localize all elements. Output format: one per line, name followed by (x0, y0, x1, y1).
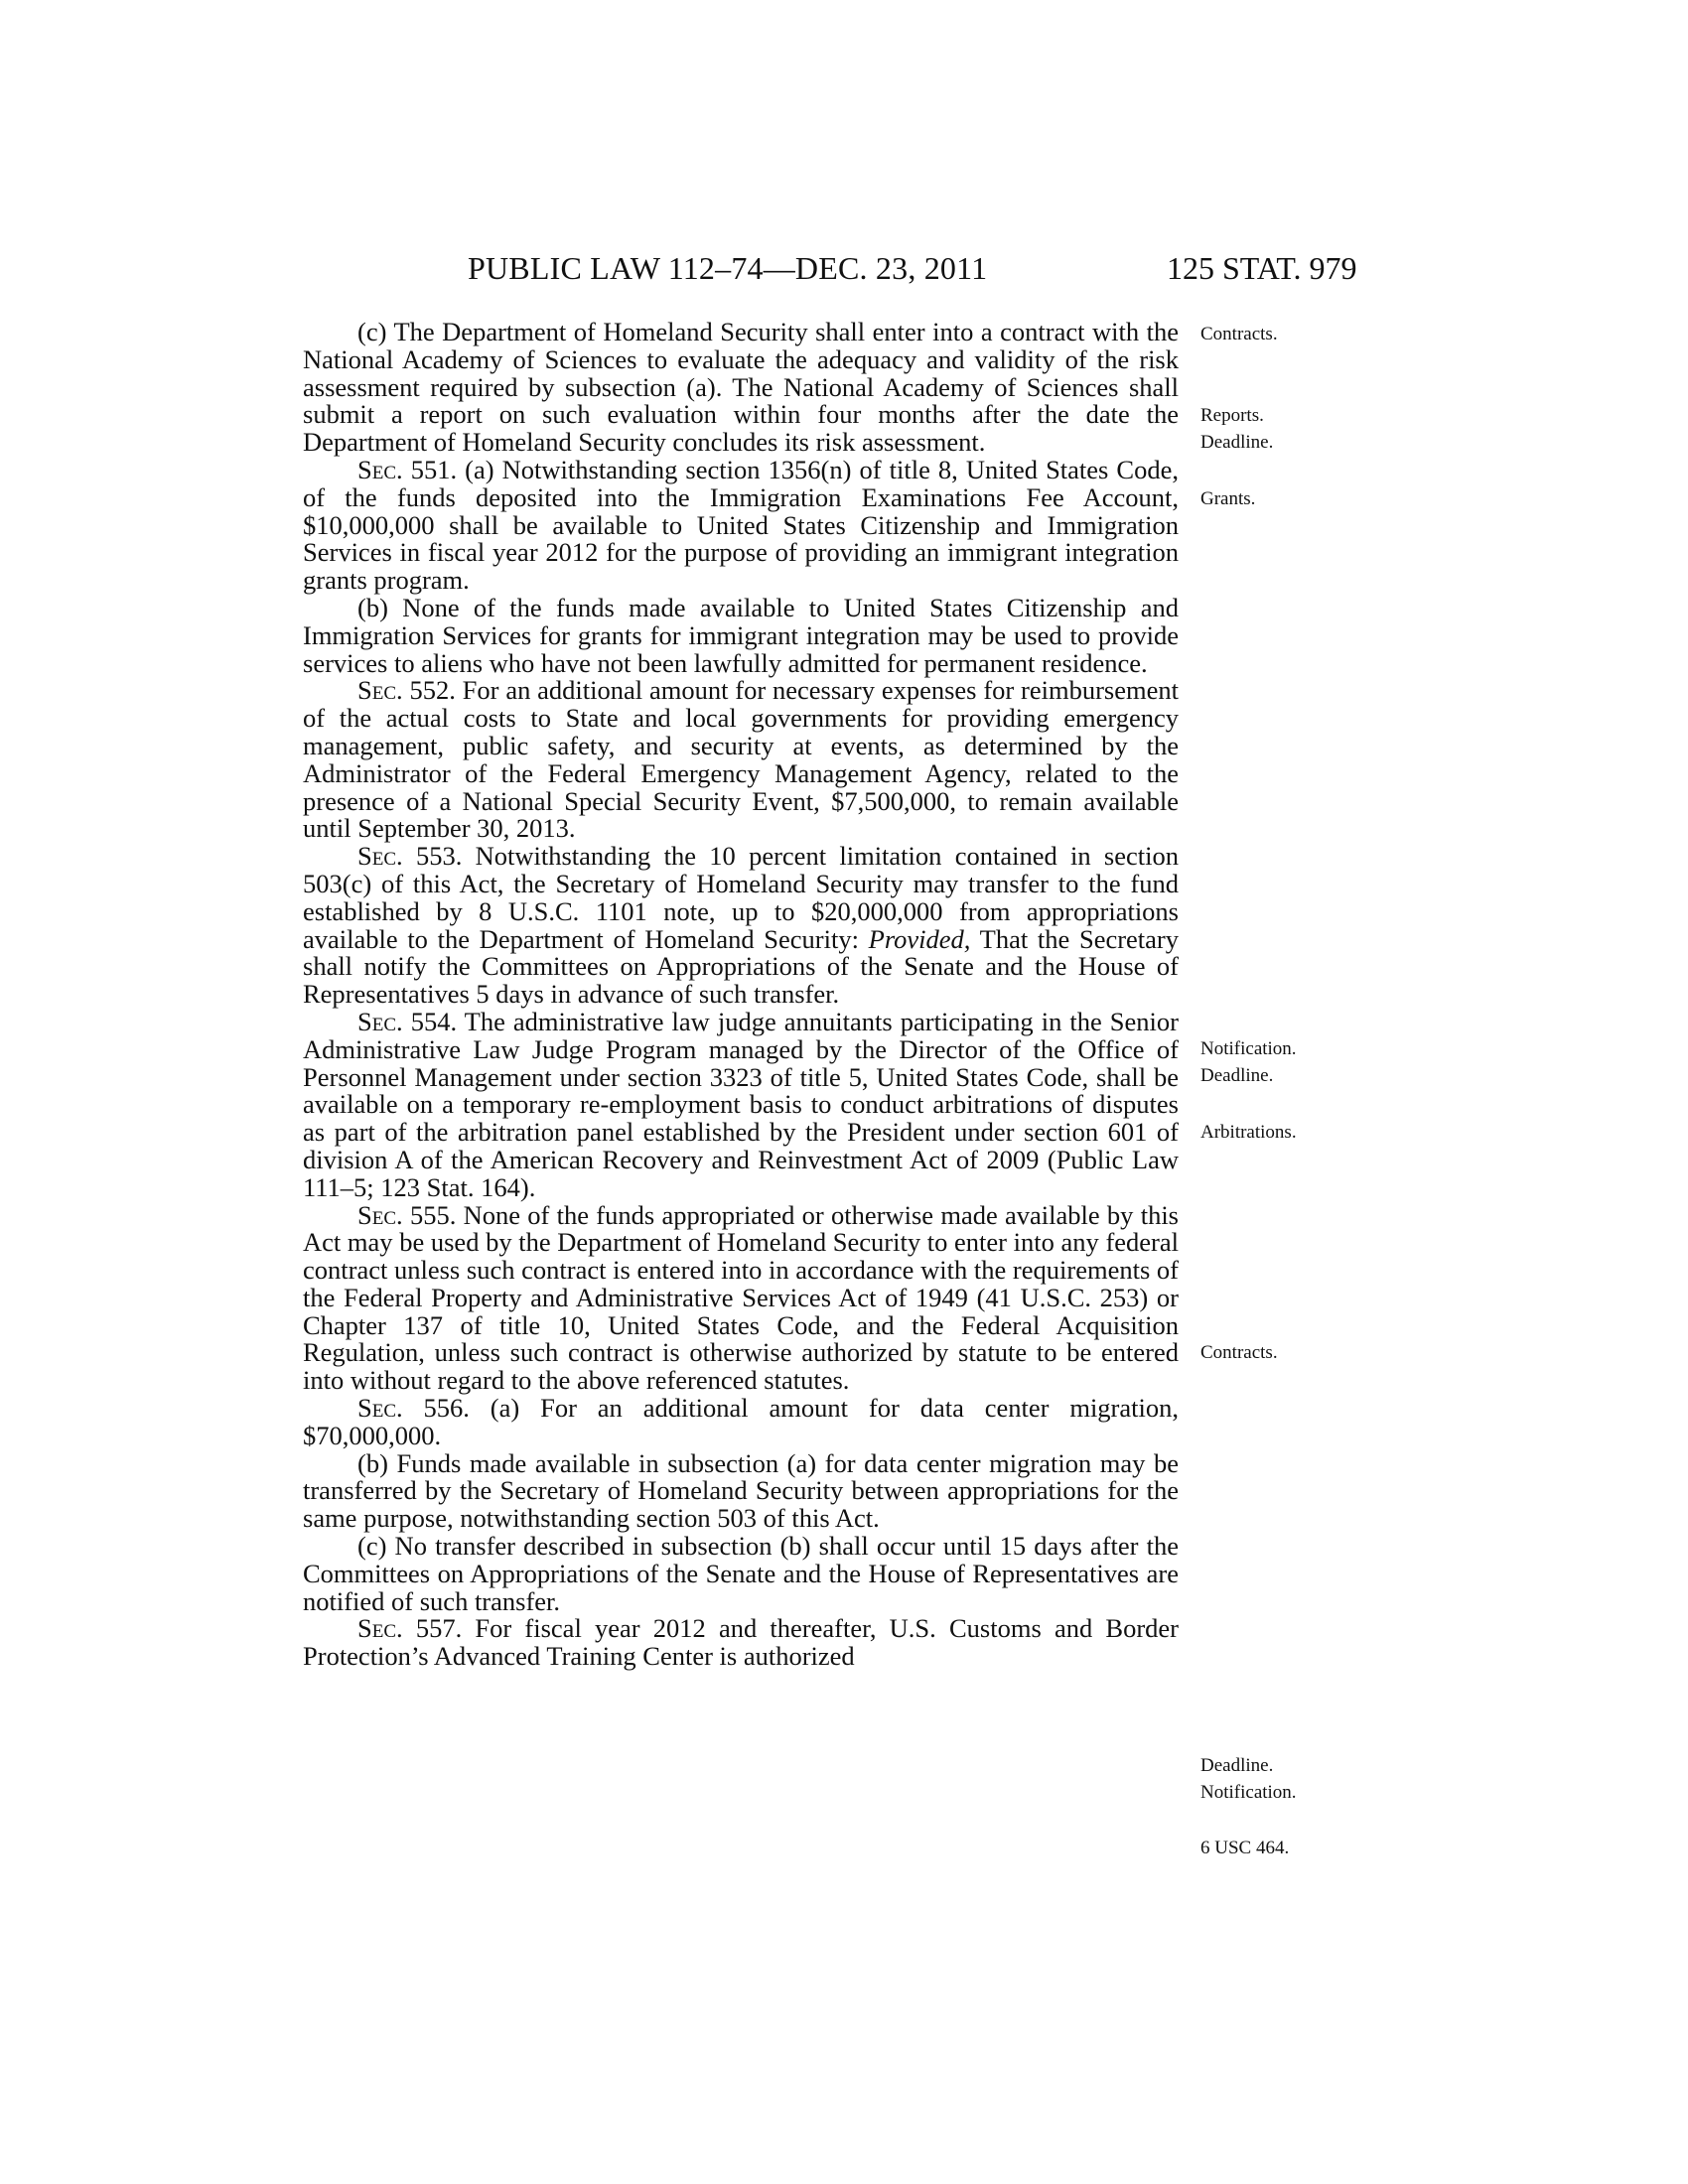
margin-note-usc-citation: 6 USC 464. (1200, 1838, 1290, 1858)
paragraph-556c: (c) No transfer described in subsection (b) shall occur until 15 days after the Committees on Appropriations of the Senate and the House of Representatives are notified of such transfer. (303, 1531, 1179, 1616)
paragraph-sec-553: Sec. 553. Notwithstanding the 10 percent limitation contained in section 503(c) of this Act, the Secretary of Homeland Security may transfer to the fund established by 8 U.S.C. 1101 note, up to $20,000,000 from appropriations available to the Department of Homeland Security: Provided, That the Secretary shall notify the Committees on Appropriations of the Senate and the House of Representatives 5 days in advance of such transfer. (303, 841, 1180, 1010)
paragraph-sec-554: Sec. 554. The administrative law judge annuitants participating in the Senior Administrative Law Judge Program managed by the Director of the Office of Personnel Management under section 3323 of title 5, United States Code, shall be available on a temporary re-employment basis to conduct arbitrations of disputes as part of the arbitration panel established by the President under section 601 of division A of the American Recovery and Reinvestment Act of 2009 (Public Law 111–5; 123 Stat. 164). (303, 1006, 1179, 1202)
paragraph-550c: (c) The Department of Homeland Security shall enter into a contract with the National Academy of Sciences to evaluate the adequacy and validity of the risk assessment required by subsection (a). The National Academy of Sciences shall submit a report on such evaluation within four months after the date the Department of Homeland Security concludes its risk assessment. (303, 317, 1179, 458)
margin-note-arbitrations: Arbitrations. (1200, 1122, 1297, 1143)
paragraph-sec-552: Sec. 552. For an additional amount for necessary expenses for reimbursement of the actual costs to State and local governments for providing emergency management, public safety, and security at events, as determined by the Administrator of the Federal Emergency Management Agency, related to the presence of a National Special Security Event, $7,500,000, to remain available until September 30, 2013. (303, 675, 1179, 844)
paragraph-sec-557: Sec. 557. For fiscal year 2012 and thereafter, U.S. Customs and Border Protection’s Advanced Training Center is authorized (303, 1613, 1179, 1672)
margin-note-contracts-555: Contracts. (1200, 1342, 1278, 1363)
paragraph-556b: (b) Funds made available in subsection (a) for data center migration may be transferred by the Secretary of Homeland Security between appropriations for the same purpose, notwithstanding section 503 of this Act. (303, 1447, 1179, 1534)
paragraph-sec-551a: Sec. 551. (a) Notwithstanding section 1356(n) of title 8, United States Code, of the funds deposited into the Immigration Examinations Fee Account, $10,000,000 shall be available to United States Citizenship and Immigration Services in fiscal year 2012 for the purpose of providing an immigrant integration grants program. (303, 454, 1179, 596)
margin-note-reports-deadline: Reports. Deadline. (1200, 405, 1274, 453)
document-body (303, 319, 1179, 1671)
statute-page-number: 125 STAT. 979 (1167, 250, 1357, 286)
paragraph-sec-555: Sec. 555. None of the funds appropriated or otherwise made available by this Act may be used by the Department of Homeland Security to enter into any federal contract unless such contract is entered into in accordance with the requirements of the Federal Property and Administrative Services Act of 1949 (41 U.S.C. 253) or Chapter 137 of title 10, United States Code, and the Federal Acquisition Regulation, unless such contract is otherwise authorized by statute to be entered into without regard to the above referenced statutes. (303, 1199, 1179, 1396)
running-header: PUBLIC LAW 112–74—DEC. 23, 2011 (468, 250, 988, 286)
margin-note-grants: Grants. (1200, 488, 1256, 509)
margin-note-deadline-notification: Deadline. Notification. (1200, 1755, 1297, 1803)
paragraph-551b: (b) None of the funds made available to United States Citizenship and Immigration Services for grants for immigrant integration may be used to provide services to aliens who have not been lawfully admitted for permanent residence. (303, 592, 1179, 678)
margin-note-contracts: Contracts. (1200, 324, 1278, 344)
paragraph-sec-556a: Sec. 556. (a) For an additional amount for data center migration, $70,000,000. (303, 1393, 1179, 1450)
margin-note-notification-deadline: Notification. Deadline. (1200, 1038, 1297, 1086)
